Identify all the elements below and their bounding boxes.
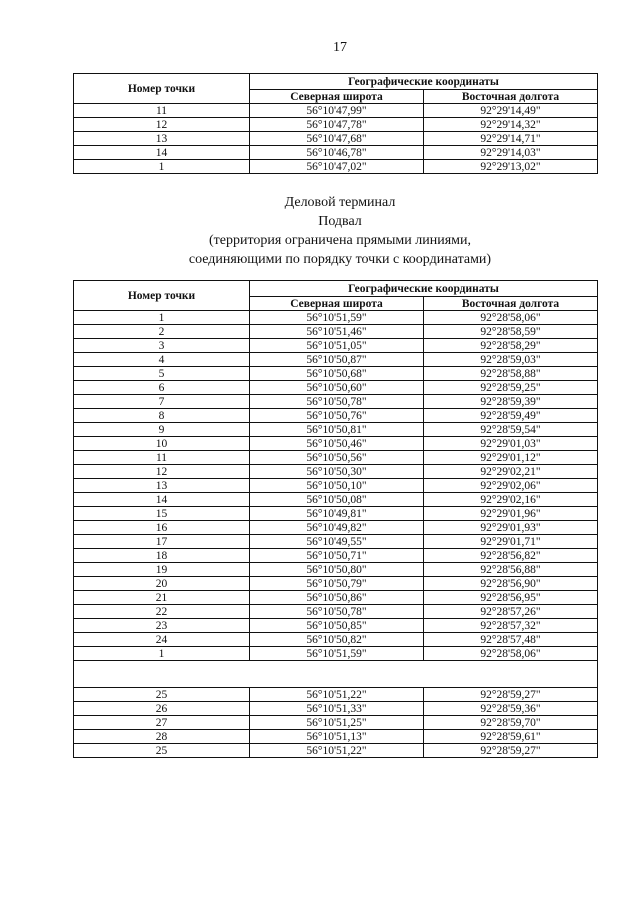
table-row — [74, 647, 598, 661]
table-row — [74, 605, 598, 619]
longitude-cell: 92°28'59,49" — [424, 409, 598, 423]
point-number-cell: 14 — [74, 493, 250, 507]
point-number-cell: 1 — [74, 311, 250, 325]
point-number-cell: 27 — [74, 716, 250, 730]
header-point-number: Номер точки — [74, 74, 250, 104]
latitude-cell: 56°10'51,22" — [250, 744, 424, 758]
latitude-cell: 56°10'50,78" — [250, 605, 424, 619]
latitude-cell: 56°10'51,46" — [250, 325, 424, 339]
point-number-cell: 20 — [74, 577, 250, 591]
table-row — [74, 577, 598, 591]
table-row — [74, 325, 598, 339]
table-row — [74, 132, 598, 146]
separator-cell — [74, 661, 598, 688]
latitude-cell: 56°10'50,80" — [250, 563, 424, 577]
latitude-cell: 56°10'47,68" — [250, 132, 424, 146]
point-number-cell: 14 — [74, 146, 250, 160]
longitude-cell: 92°29'14,71" — [424, 132, 598, 146]
point-number-cell: 8 — [74, 409, 250, 423]
point-number-cell: 25 — [74, 744, 250, 758]
longitude-cell: 92°29'02,16" — [424, 493, 598, 507]
point-number-cell: 28 — [74, 730, 250, 744]
table-row — [74, 437, 598, 451]
table-row — [74, 744, 598, 758]
latitude-cell: 56°10'50,78" — [250, 395, 424, 409]
longitude-cell: 92°29'14,32" — [424, 118, 598, 132]
table-row — [74, 619, 598, 633]
table-row — [74, 146, 598, 160]
point-number-cell: 11 — [74, 104, 250, 118]
table-row — [74, 688, 598, 702]
header-north-latitude: Северная широта — [250, 90, 424, 104]
point-number-cell: 15 — [74, 507, 250, 521]
table-row — [74, 118, 598, 132]
longitude-cell: 92°28'56,88" — [424, 563, 598, 577]
table-row — [74, 535, 598, 549]
longitude-cell: 92°28'58,29" — [424, 339, 598, 353]
longitude-cell: 92°28'58,59" — [424, 325, 598, 339]
latitude-cell: 56°10'51,05" — [250, 339, 424, 353]
header-geo-coordinates: Географические координаты — [250, 74, 598, 90]
latitude-cell: 56°10'47,78" — [250, 118, 424, 132]
latitude-cell: 56°10'50,10" — [250, 479, 424, 493]
longitude-cell: 92°29'01,71" — [424, 535, 598, 549]
point-number-cell: 18 — [74, 549, 250, 563]
table-row — [74, 563, 598, 577]
latitude-cell: 56°10'49,81" — [250, 507, 424, 521]
latitude-cell: 56°10'50,79" — [250, 577, 424, 591]
longitude-cell: 92°29'02,21" — [424, 465, 598, 479]
table-row — [74, 633, 598, 647]
latitude-cell: 56°10'47,99" — [250, 104, 424, 118]
latitude-cell: 56°10'51,59" — [250, 647, 424, 661]
point-number-cell: 22 — [74, 605, 250, 619]
longitude-cell: 92°29'01,03" — [424, 437, 598, 451]
longitude-cell: 92°28'58,06" — [424, 647, 598, 661]
header-north-latitude: Северная широта — [250, 297, 424, 311]
section-title: Деловой терминал — [284, 195, 396, 210]
table-1-body — [74, 104, 598, 174]
page-number: 17 — [333, 40, 347, 55]
table-row — [74, 702, 598, 716]
longitude-cell: 92°28'59,70" — [424, 716, 598, 730]
point-number-cell: 11 — [74, 451, 250, 465]
longitude-cell: 92°28'56,95" — [424, 591, 598, 605]
longitude-cell: 92°28'56,90" — [424, 577, 598, 591]
latitude-cell: 56°10'50,68" — [250, 367, 424, 381]
longitude-cell: 92°29'01,93" — [424, 521, 598, 535]
latitude-cell: 56°10'49,82" — [250, 521, 424, 535]
point-number-cell: 13 — [74, 479, 250, 493]
separator-row — [74, 661, 598, 688]
longitude-cell: 92°28'57,26" — [424, 605, 598, 619]
longitude-cell: 92°28'59,27" — [424, 688, 598, 702]
table-row — [74, 507, 598, 521]
point-number-cell: 10 — [74, 437, 250, 451]
point-number-cell: 25 — [74, 688, 250, 702]
point-number-cell: 5 — [74, 367, 250, 381]
longitude-cell: 92°29'14,49" — [424, 104, 598, 118]
header-east-longitude: Восточная долгота — [424, 297, 598, 311]
header-geo-coordinates: Географические координаты — [250, 281, 598, 297]
table-2-body — [74, 311, 598, 758]
latitude-cell: 56°10'49,55" — [250, 535, 424, 549]
latitude-cell: 56°10'50,46" — [250, 437, 424, 451]
point-number-cell: 1 — [74, 160, 250, 174]
latitude-cell: 56°10'51,33" — [250, 702, 424, 716]
table-row — [74, 367, 598, 381]
table-row — [74, 160, 598, 174]
table-row — [74, 339, 598, 353]
latitude-cell: 56°10'50,08" — [250, 493, 424, 507]
longitude-cell: 92°28'58,88" — [424, 367, 598, 381]
longitude-cell: 92°29'01,96" — [424, 507, 598, 521]
point-number-cell: 6 — [74, 381, 250, 395]
table-row — [74, 521, 598, 535]
longitude-cell: 92°29'14,03" — [424, 146, 598, 160]
table-row — [74, 479, 598, 493]
longitude-cell: 92°28'56,82" — [424, 549, 598, 563]
point-number-cell: 23 — [74, 619, 250, 633]
longitude-cell: 92°28'58,06" — [424, 311, 598, 325]
point-number-cell: 4 — [74, 353, 250, 367]
point-number-cell: 21 — [74, 591, 250, 605]
table-row — [74, 353, 598, 367]
longitude-cell: 92°28'59,25" — [424, 381, 598, 395]
section-description-line-1: (территория ограничена прямыми линиями, — [208, 233, 472, 248]
point-number-cell: 24 — [74, 633, 250, 647]
latitude-cell: 56°10'51,13" — [250, 730, 424, 744]
point-number-cell: 26 — [74, 702, 250, 716]
table-row — [74, 493, 598, 507]
latitude-cell: 56°10'50,71" — [250, 549, 424, 563]
point-number-cell: 3 — [74, 339, 250, 353]
point-number-cell: 7 — [74, 395, 250, 409]
latitude-cell: 56°10'51,59" — [250, 311, 424, 325]
latitude-cell: 56°10'50,56" — [250, 451, 424, 465]
point-number-cell: 9 — [74, 423, 250, 437]
latitude-cell: 56°10'50,82" — [250, 633, 424, 647]
longitude-cell: 92°29'13,02" — [424, 160, 598, 174]
latitude-cell: 56°10'50,76" — [250, 409, 424, 423]
longitude-cell: 92°28'57,32" — [424, 619, 598, 633]
longitude-cell: 92°29'02,06" — [424, 479, 598, 493]
longitude-cell: 92°28'59,61" — [424, 730, 598, 744]
latitude-cell: 56°10'51,25" — [250, 716, 424, 730]
latitude-cell: 56°10'50,81" — [250, 423, 424, 437]
table-row — [74, 730, 598, 744]
point-number-cell: 16 — [74, 521, 250, 535]
table-row — [74, 104, 598, 118]
latitude-cell: 56°10'47,02" — [250, 160, 424, 174]
point-number-cell: 12 — [74, 465, 250, 479]
longitude-cell: 92°28'57,48" — [424, 633, 598, 647]
table-row — [74, 395, 598, 409]
table-row — [74, 311, 598, 325]
coordinates-table-1 — [73, 73, 598, 174]
latitude-cell: 56°10'50,85" — [250, 619, 424, 633]
table-row — [74, 409, 598, 423]
table-row — [74, 381, 598, 395]
table-row — [74, 465, 598, 479]
latitude-cell: 56°10'50,60" — [250, 381, 424, 395]
latitude-cell: 56°10'46,78" — [250, 146, 424, 160]
header-east-longitude: Восточная долгота — [424, 90, 598, 104]
coordinates-table-2 — [73, 280, 598, 758]
longitude-cell: 92°28'59,39" — [424, 395, 598, 409]
longitude-cell: 92°29'01,12" — [424, 451, 598, 465]
point-number-cell: 13 — [74, 132, 250, 146]
point-number-cell: 17 — [74, 535, 250, 549]
latitude-cell: 56°10'50,87" — [250, 353, 424, 367]
longitude-cell: 92°28'59,03" — [424, 353, 598, 367]
table-row — [74, 423, 598, 437]
section-heading — [0, 193, 640, 269]
section-description-line-2: соединяющими по порядку точки с координатами) — [188, 252, 492, 267]
longitude-cell: 92°28'59,54" — [424, 423, 598, 437]
latitude-cell: 56°10'50,30" — [250, 465, 424, 479]
longitude-cell: 92°28'59,36" — [424, 702, 598, 716]
table-row — [74, 716, 598, 730]
point-number-cell: 12 — [74, 118, 250, 132]
longitude-cell: 92°28'59,27" — [424, 744, 598, 758]
latitude-cell: 56°10'50,86" — [250, 591, 424, 605]
point-number-cell: 19 — [74, 563, 250, 577]
point-number-cell: 2 — [74, 325, 250, 339]
latitude-cell: 56°10'51,22" — [250, 688, 424, 702]
table-row — [74, 451, 598, 465]
point-number-cell: 1 — [74, 647, 250, 661]
section-subtitle: Подвал — [318, 214, 362, 229]
header-point-number: Номер точки — [74, 281, 250, 311]
table-row — [74, 591, 598, 605]
table-row — [74, 549, 598, 563]
